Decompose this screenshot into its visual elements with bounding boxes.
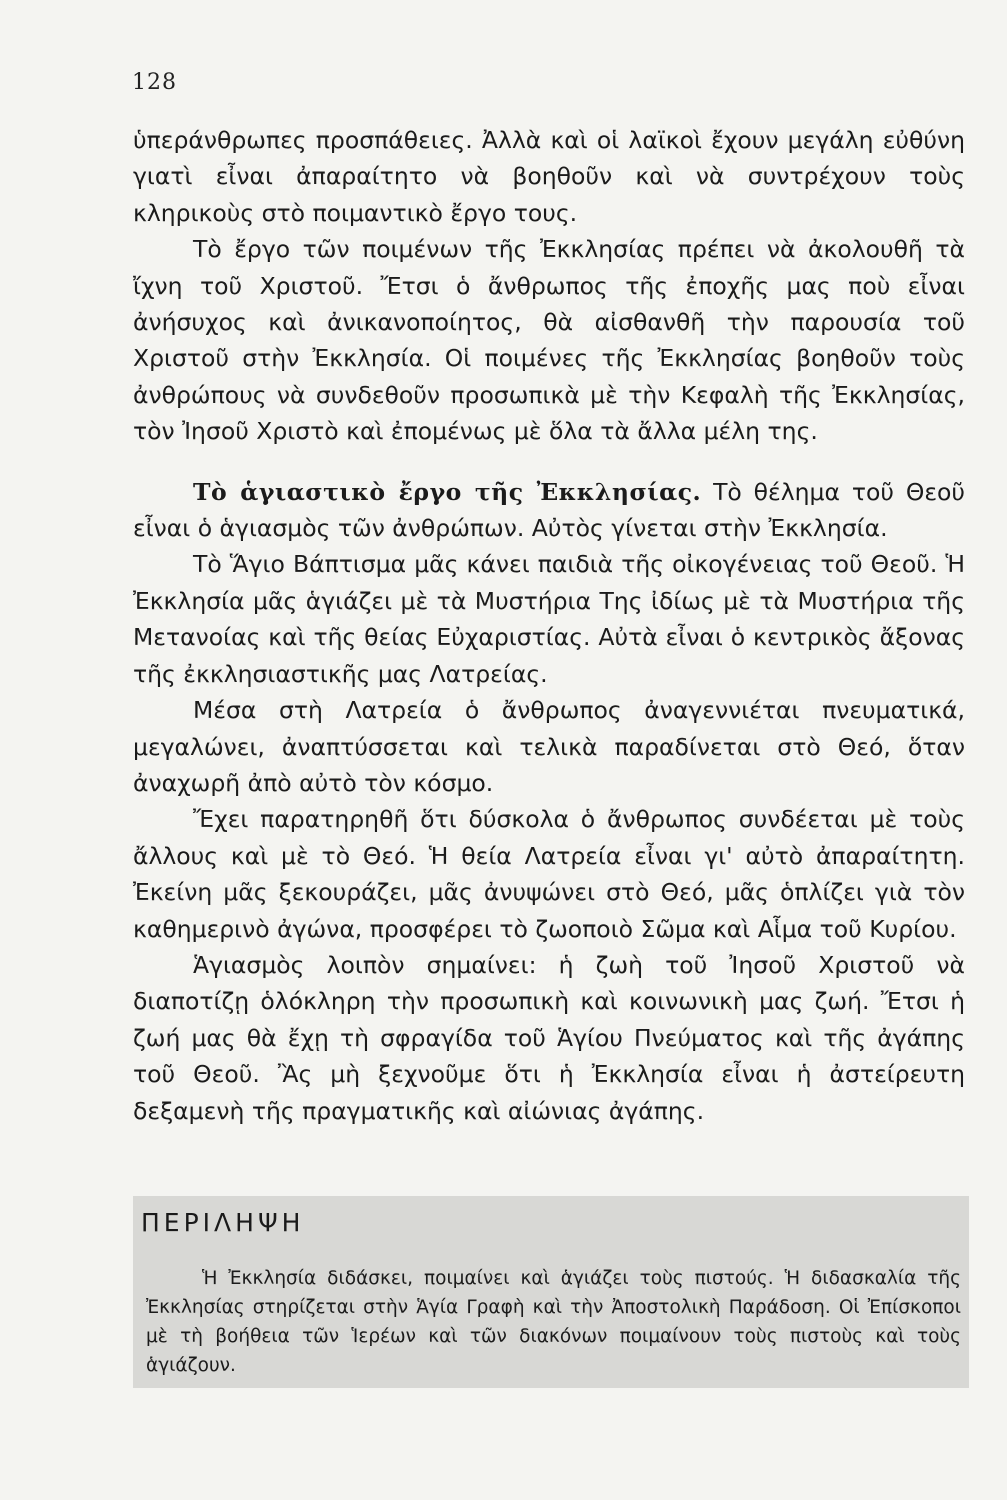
paragraph: Μέσα στὴ Λατρεία ὁ ἄνθρωπος ἀναγεννιέται πνευματικά, μεγαλώνει, ἀναπτύσσεται καὶ τελικὰ παραδίνεται στὸ Θεό, ὅταν ἀναχωρῆ ἀπὸ αὐτὸ τὸν κόσμο.	[133, 696, 965, 797]
main-text	[133, 122, 965, 1129]
paragraph: Ἁγιασμὸς λοιπὸν σημαίνει: ἡ ζωὴ τοῦ Ἰησοῦ Χριστοῦ νὰ διαποτίζῃ ὁλόκληρη τὴν προσωπικὴ καὶ κοινωνικὴ μας ζωή. Ἔτσι ἡ ζωή μας θὰ ἔχῃ τὴ σφραγίδα τοῦ Ἁγίου Πνεύματος καὶ τῆς ἀγάπης τοῦ Θεοῦ. Ἂς μὴ ξεχνοῦμε ὅτι ἡ Ἐκκλησία εἶναι ἡ ἀστείρευτη δεξαμενὴ τῆς πραγματικῆς καὶ αἰώνιας ἀγάπης.	[133, 950, 965, 1125]
section-heading: Τὸ ἁγιαστικὸ ἔργο τῆς Ἐκκλησίας.	[193, 477, 702, 506]
paragraph-continuation: ὑπεράνθρωπες προσπάθειες. Ἀλλὰ καὶ οἱ λαϊκοὶ ἔχουν μεγάλη εὐθύνη γιατὶ εἶναι ἀπαραίτητο νὰ βοηθοῦν καὶ νὰ συντρέχουν τοὺς κληρικοὺς στὸ ποιμαντικὸ ἔργο τους.	[133, 126, 965, 227]
page-number: 128	[132, 70, 177, 95]
section-paragraph	[133, 474, 965, 547]
paragraph: Τὸ Ἅγιο Βάπτισμα μᾶς κάνει παιδιὰ τῆς οἰκογένειας τοῦ Θεοῦ. Ἡ Ἐκκλησία μᾶς ἁγιάζει μὲ τὰ Μυστήρια Της ἰδίως μὲ τὰ Μυστήρια τῆς Μετανοίας καὶ τῆς θείας Εὐχαριστίας. Αὐτὰ εἶναι ὁ κεντρικὸς ἄξονας τῆς ἐκκλησιαστικῆς μας Λατρείας.	[133, 550, 965, 688]
paragraph: Τὸ ἔργο τῶν ποιμένων τῆς Ἐκκλησίας πρέπει νὰ ἀκολουθῆ τὰ ἴχνη τοῦ Χριστοῦ. Ἔτσι ὁ ἄνθρωπος τῆς ἐποχῆς μας ποὺ εἶναι ἀνήσυχος καὶ ἀνικανοποίητος, θὰ αἰσθανθῆ τὴν παρουσία τοῦ Χριστοῦ στὴν Ἐκκλησία. Οἱ ποιμένες τῆς Ἐκκλησίας βοηθοῦν τοὺς ἀνθρώπους νὰ συνδεθοῦν προσωπικὰ μὲ τὴν Κεφαλὴ τῆς Ἐκκλησίας, τὸν Ἰησοῦ Χριστὸ καὶ ἐπομένως μὲ ὅλα τὰ ἄλλα μέλη της.	[133, 235, 965, 446]
summary-text: Ἡ Ἐκκλησία διδάσκει, ποιμαίνει καὶ ἁγιάζει τοὺς πιστούς. Ἡ διδασκαλία τῆς Ἐκκλησίας στηρίζεται στὴν Ἁγία Γραφὴ καὶ τὴν Ἀποστολικὴ Παράδοση. Οἱ Ἐπίσκοποι μὲ τὴ βοήθεια τῶν Ἱερέων καὶ τῶν διακόνων ποιμαίνουν τοὺς πιστοὺς καὶ τοὺς ἁγιάζουν.	[146, 1268, 961, 1376]
section-lead-text: Τὸ θέλημα τοῦ Θεοῦ εἶναι ὁ ἁγιασμὸς τῶν ἀνθρώπων. Αὐτὸς γίνεται στὴν Ἐκκλησία.	[133, 477, 965, 543]
paragraph: Ἔχει παρατηρηθῆ ὅτι δύσκολα ὁ ἄνθρωπος συνδέεται μὲ τοὺς ἄλλους καὶ μὲ τὸ Θεό. Ἡ θεία Λατρεία εἶναι γι' αὐτὸ ἀπαραίτητη. Ἐκείνη μᾶς ξεκουράζει, μᾶς ἀνυψώνει στὸ Θεό, μᾶς ὁπλίζει γιὰ τὸν καθημερινὸ ἀγώνα, προσφέρει τὸ ζωοποιὸ Σῶμα καὶ Αἷμα τοῦ Κυρίου.	[133, 805, 965, 943]
summary-title: ΠΕΡΙΛΗΨΗ	[141, 1208, 305, 1237]
summary-text-block	[146, 1264, 961, 1380]
summary-box	[133, 1196, 969, 1388]
